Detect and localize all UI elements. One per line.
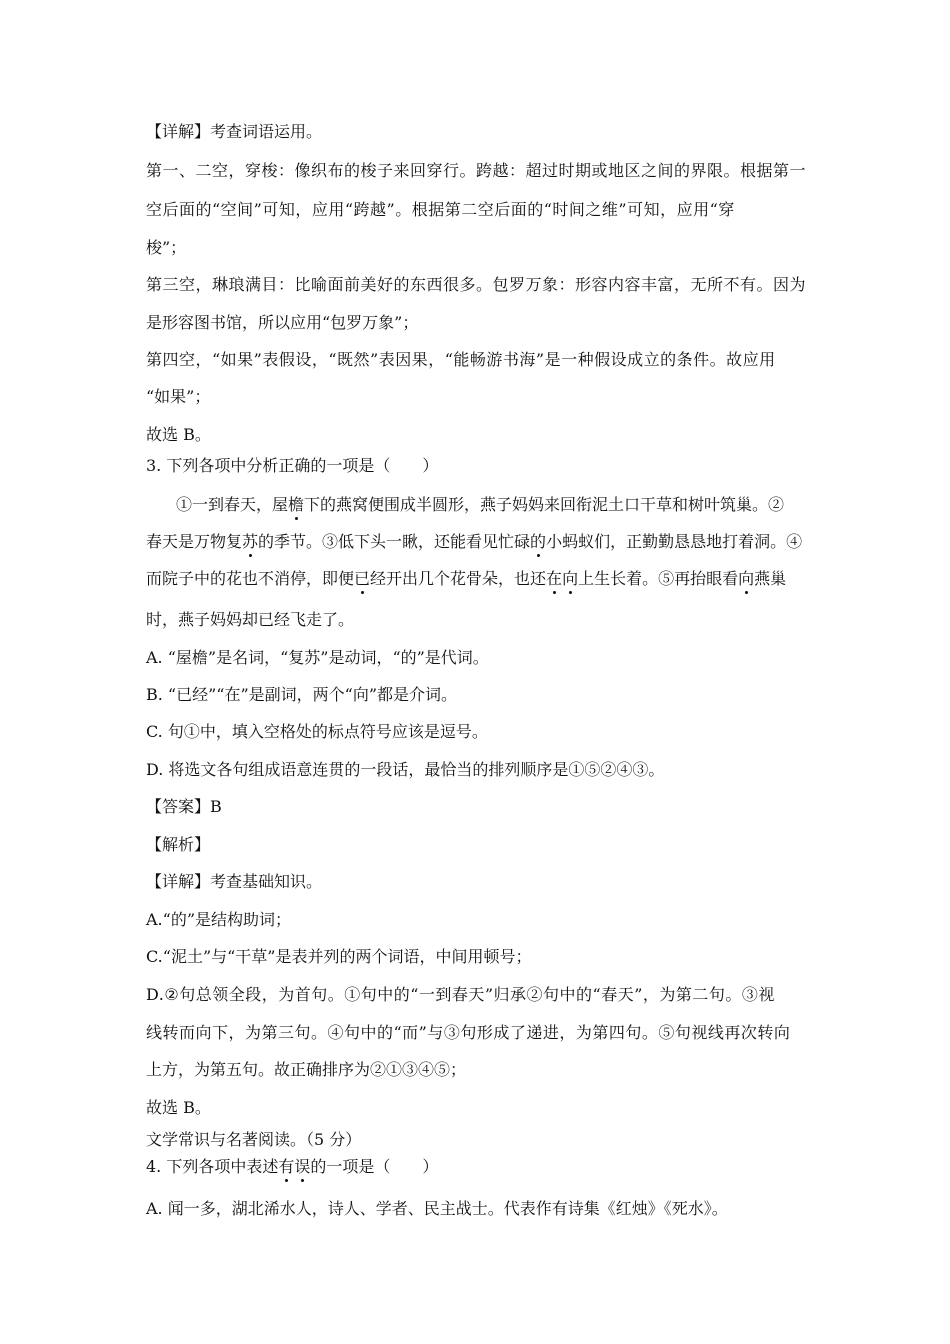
- text-line: 上方，为第五句。故正确排序为②①③④⑤；: [146, 1060, 467, 1079]
- option-a: A. “屋檐”是名词，“复苏”是动词，“的”是代词。: [146, 648, 489, 667]
- text-line: 梭”；: [146, 238, 187, 257]
- passage-line-1: ①一到春天，屋檐下的燕窝便围成半圆形，燕子妈妈来回衔泥土口干草和树叶筑巢。②: [176, 495, 785, 514]
- text-line: 是形容图书馆，所以应用“包罗万象”；: [146, 313, 419, 332]
- emphasis-char: 已: [354, 569, 371, 588]
- passage-line-3: 而院子中的花也不消停，即便已经开出几个花骨朵，也还在向上生长着。⑤再抬眼看向燕巢: [146, 569, 787, 588]
- emphasis-char: 的: [530, 532, 547, 551]
- text-line: 第三空，琳琅满目：比喻面前美好的东西很多。包罗万象：形容内容丰富，无所不有。因为: [146, 275, 807, 294]
- option-b: B. “已经”“在”是副词，两个“向”都是介词。: [146, 685, 458, 704]
- emphasis-char: 向: [738, 569, 755, 588]
- emphasis-char: 误: [294, 1157, 311, 1176]
- section-title: 文学常识与名著阅读。（5 分）: [146, 1130, 362, 1149]
- text-line: 空后面的“空间”可知，应用“跨越”。根据第二空后面的“时间之维”可知，应用“穿: [146, 200, 735, 219]
- option-d: D. 将选文各句组成语意连贯的一段话，最恰当的排列顺序是①⑤②④③。: [146, 760, 665, 779]
- text-line: 第四空，“如果”表假设，“既然”表因果，“能畅游书海”是一种假设成立的条件。故应用: [146, 350, 776, 369]
- emphasis-char: 有: [278, 1157, 295, 1176]
- text-line: D.②句总领全段，为首句。①句中的“一到春天”归承②句中的“春天”，为第二句。③视: [146, 985, 775, 1004]
- option-c: C. 句①中，填入空格处的标点符号应该是逗号。: [146, 722, 488, 741]
- question-4-option-a: A. 闻一多，湖北浠水人，诗人、学者、民主战士。代表作有诗集《红烛》《死水》。: [146, 1199, 728, 1218]
- passage-line-4: 时，燕子妈妈却已经飞走了。: [146, 610, 355, 629]
- text-line: 第一、二空，穿梭：像织布的梭子来回穿行。跨越：超过时期或地区之间的界限。根据第一: [146, 161, 807, 180]
- text-line: “如果”；: [146, 387, 211, 406]
- detail-heading-1: 【详解】考查词语运用。: [146, 122, 323, 141]
- text-line: 故选 B。: [146, 425, 211, 444]
- question-4: 4. 下列各项中表述有误的一项是（ ）: [146, 1157, 439, 1176]
- text-line: C.“泥土”与“干草”是表并列的两个词语，中间用顿号；: [146, 947, 532, 966]
- emphasis-char: 檐: [288, 495, 305, 514]
- answer-label: 【答案】B: [146, 797, 222, 816]
- question-3: 3. 下列各项中分析正确的一项是（ ）: [146, 456, 439, 475]
- text-line: 故选 B。: [146, 1098, 211, 1117]
- analysis-heading: 【解析】: [146, 835, 211, 854]
- emphasis-char: 在: [546, 569, 563, 588]
- passage-line-2: 春天是万物复苏的季节。③低下头一瞅，还能看见忙碌的小蚂蚁们，正勤勤恳恳地打着洞。④: [146, 532, 803, 551]
- detail-heading-2: 【详解】考查基础知识。: [146, 872, 323, 891]
- text-line: A.“的”是结构助词；: [146, 910, 292, 929]
- emphasis-char: 苏: [242, 532, 259, 551]
- emphasis-char: 向: [562, 569, 579, 588]
- text-line: 线转而向下，为第三句。④句中的“而”与③句形成了递进，为第四句。⑤句视线再次转向: [146, 1023, 791, 1042]
